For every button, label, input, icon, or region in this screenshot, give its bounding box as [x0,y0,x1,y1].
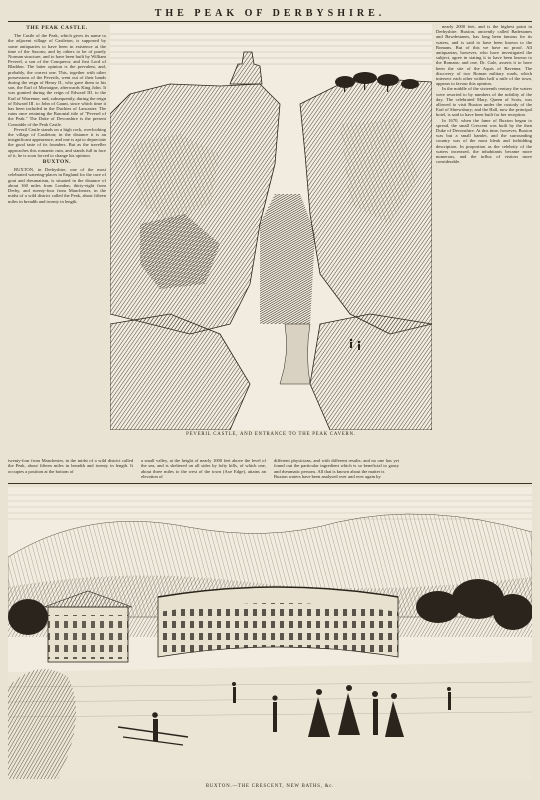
crescent-history-text: In 1670, when the fame of Buxton began to spread, the small Crescent was built by the then Duke of Devonshire. At this time, however, Buxton was but a small hamlet, and the surrounding country was of the most bleak and forbidding description. In proportion as the celebrity of the waters increased, the inhabitants became more numerous, and the influx of visitors more considerable. [436,117,532,165]
left-text-column [8,24,106,440]
bottom-text-col-2: a small valley, at the height of nearly 1000 feet above the level of the sea, and is sheltered on all sides by lofty hills, of which one, about three miles to the west of the town (Axe Edge), attains an elevation of [141,458,266,479]
caption-buxton-crescent: BUXTON.—THE CRESCENT, NEW BATHS, &c. [205,784,335,789]
peveril-castle-illustration [110,24,432,430]
engraving-buxton-crescent [8,487,532,779]
bottom-text-col-1: twenty-four from Manchester, in the midst of a wild district called the Peak, about fifteen miles in breadth and twenty in length. It occupies a position at the bottom of [8,458,133,474]
heading-buxton: BUXTON. [42,159,72,166]
bottom-text-col-4: Buxton waters have been analysed over and over again by [274,473,381,479]
peveril-castle-text: Peveril Castle stands on a high rock, overlooking the village of Castleton; in the distance it is an insignificant appearance, and one is apt to depreciate the good taste of its founders. But as the traveller approaches this romantic ruin, and stands full in face of it, he is soon forced to change his opinion. [8,126,106,158]
header-rule [8,21,532,22]
buxton-crescent-illustration [8,487,532,779]
heading-peak-castle: THE PEAK CASTLE. [26,25,88,31]
buxton-intro-text: BUXTON, in Derbyshire, one of the most celebrated watering-places in England for the cure of gout and rheumatism, is situated in the distance of about 160 miles from London, thirty-eight from Derby, and twenty-four from Manchester, in the midst of a wild district called the Peak, about fifteen miles in breadth and twenty in length. [8,167,106,204]
section-rule [8,483,532,484]
running-title: THE PEAK OF DERBYSHIRE. [154,8,386,19]
buxton-roman-text: nearly 2000 feet, and is the highest point in Derbyshire. Buxton, anciently called Badestanes and Bawdestanes, has long been famous for its waters, and is said to have been known to the Romans. But of this we have no proof. All antiquarian, however, who have investigated the subject, agree in stating it to have been known to the Romans; and one, Dr. Gale, asserts it to have been the site of the Aquis of Ravenna. The discovery of two Roman military roads, which intersect each other within half a mile of the town, appears to favour this opinion. [436,24,532,87]
engraving-peveril-castle [110,24,432,430]
bottom-continuation-text [8,458,532,480]
caption-peveril-castle: PEVERIL CASTLE, AND ENTRANCE TO THE PEAK CAVERN. [186,432,356,437]
mary-queen-text: In the middle of the sixteenth century the waters were resorted to by numbers of the nobility of the day. The celebrated Mary, Queen of Scots, was allowed to visit Buxton under the custody of the Earl of Shrewsbury; and the Hall, now the principal hotel, is said to have been built for her reception. [436,86,532,118]
bottom-text-col-3: different physicians, and with different results; and no one has yet found out the particular ingredient which is so beneficial to gouty and rheumatic persons. All that is known about the matter is [274,458,399,474]
peak-castle-text: The Castle of the Peak, which gives its name to the adjacent village of Castleton, is supposed by some antiquaries to have been in existence at the time of the Saxons; and by others to be of purely Norman structure, and to have been built by William Peverel, a son of the Conqueror, and first Lord of Bladdon. The latter opinion is the prevalent, and, probably, the correct one. This, together with other possessions of the Peverils, went out of their hands during the reign of Henry II., who gave them to his son, the Earl of Mortaigne, afterwards King John. It was granted during the reign of Edward III. to the Earl of Warrenne, and, subsequently, during the reign of Edward III. to John of Gaunt, since which time it has been included in the Duchies of Lancaster. The ruins once retaining the Baronial title of "Peverel of the Peak." The Duke of Devonshire is the present Constable of the Peak Castle. [8,33,106,127]
right-text-column [436,24,532,440]
